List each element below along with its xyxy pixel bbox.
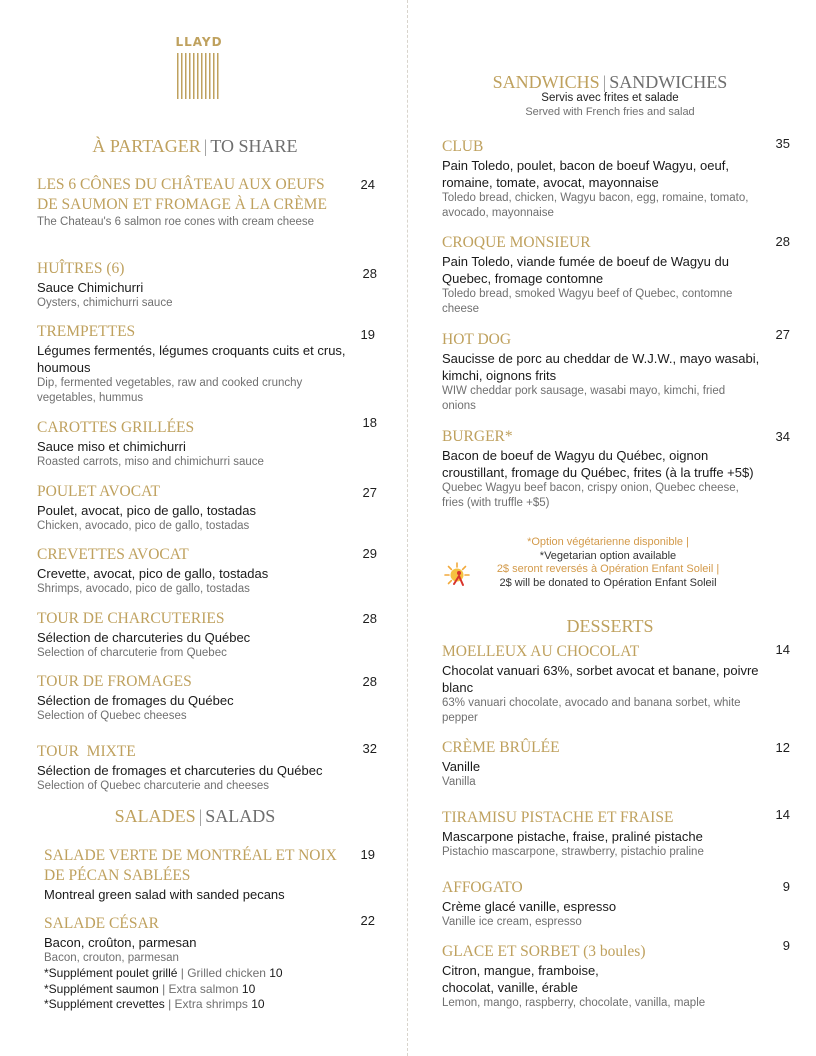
item-price: 29 <box>362 546 377 561</box>
addon-price: 10 <box>247 997 265 1011</box>
menu-item <box>44 846 344 903</box>
item-name: TOUR MIXTE <box>37 743 136 760</box>
item-translation: Toledo bread, smoked Wagyu beef of Quebec, contomne cheese <box>442 288 733 315</box>
item-name: CRÈME BRÛLÉE <box>442 739 560 756</box>
item-price: 34 <box>775 429 790 444</box>
item-description: Sélection de charcuteries du Québec <box>37 630 251 645</box>
item-price: 19 <box>360 847 375 862</box>
addon-en: Grilled chicken <box>187 966 266 980</box>
addon-fr: *Supplément poulet grillé <box>44 966 178 980</box>
addon-line <box>44 966 344 982</box>
menu-item <box>442 642 762 726</box>
item-translation: Selection of Quebec cheeses <box>37 710 187 722</box>
item-description: Crème glacé vanille, espresso <box>442 899 617 914</box>
section-title-sep: | <box>198 806 203 826</box>
menu-item <box>37 672 342 724</box>
vegetarian-note-fr: *Option végétarienne disponible | <box>527 536 689 548</box>
menu-item <box>37 742 357 794</box>
addon-sep: | <box>177 966 188 980</box>
item-name: LES 6 CÔNES DU CHÂTEAU AUX OEUFS DE SAUMON ET FROMAGE À LA CRÈME <box>37 176 327 213</box>
menu-item <box>37 545 342 597</box>
menu-item <box>37 609 342 661</box>
item-name: HOT DOG <box>442 331 512 348</box>
item-description: Poulet, avocat, pico de gallo, tostadas <box>37 503 256 518</box>
item-price: 28 <box>362 266 377 281</box>
item-price: 9 <box>782 879 790 894</box>
addon-sep: | <box>164 997 175 1011</box>
menu-item <box>44 914 344 1013</box>
item-translation: Vanilla <box>442 776 476 788</box>
section-title-sandwiches <box>440 72 780 92</box>
item-price: 19 <box>360 327 375 342</box>
item-name: SALADE VERTE DE MONTRÉAL ET NOIX DE PÉCAN SABLÉES <box>44 847 337 884</box>
menu-item <box>442 233 762 317</box>
menu-item <box>442 808 772 860</box>
section-title-salads <box>40 806 350 826</box>
item-translation: Selection of charcuterie from Quebec <box>37 647 227 659</box>
item-price: 12 <box>775 740 790 755</box>
item-price: 28 <box>362 611 377 626</box>
item-price: 28 <box>775 234 790 249</box>
item-price: 27 <box>362 485 377 500</box>
logo <box>172 36 226 99</box>
section-title-en: SALADS <box>205 806 276 826</box>
item-description: Sélection de fromages du Québec <box>37 693 234 708</box>
item-price: 27 <box>775 327 790 342</box>
addon-fr: *Supplément crevettes <box>44 997 165 1011</box>
item-description: Bacon de boeuf de Wagyu du Québec, oignon croustillant, fromage du Québec, frites (à la truffe +5$) <box>442 448 754 480</box>
item-translation: Selection of Quebec charcuterie and cheeses <box>37 780 270 792</box>
item-name: TOUR DE CHARCUTERIES <box>37 610 225 627</box>
item-description: Sauce Chimichurri <box>37 280 144 295</box>
item-name: POULET AVOCAT <box>37 483 161 500</box>
item-name: BURGER* <box>442 428 513 445</box>
menu-item <box>37 418 342 470</box>
item-name: CLUB <box>442 138 484 155</box>
item-description: Pain Toledo, viande fumée de boeuf de Wagyu du Quebec, fromage contomne <box>442 254 729 286</box>
item-translation: Bacon, crouton, parmesan <box>44 952 179 964</box>
menu-item <box>37 175 342 230</box>
item-name: SALADE CÉSAR <box>44 915 159 932</box>
section-title-en: TO SHARE <box>210 136 298 156</box>
item-name: AFFOGATO <box>442 879 523 896</box>
item-name: CROQUE MONSIEUR <box>442 234 591 251</box>
addon-line <box>44 997 344 1013</box>
item-price: 22 <box>360 913 375 928</box>
item-translation: Pistachio mascarpone, strawberry, pistachio praline <box>442 846 704 858</box>
section-title-en: SANDWICHES <box>609 72 728 92</box>
item-price: 24 <box>360 177 375 192</box>
addon-en: Extra salmon <box>168 981 239 996</box>
item-description: Saucisse de porc au cheddar de W.J.W., mayo wasabi, kimchi, oignons frits <box>442 351 760 383</box>
item-translation: Shrimps, avocado, pico de gallo, tostadas <box>37 583 250 595</box>
section-title-share <box>40 136 350 156</box>
subtitle-fr: Servis avec frites et salade <box>541 92 679 104</box>
section-title-fr: SANDWICHS <box>492 72 600 92</box>
item-translation: Toledo bread, chicken, Wagyu bacon, egg, romaine, tomato, avocado, mayonnaise <box>442 192 749 219</box>
menu-item <box>442 738 762 790</box>
menu-item <box>442 878 762 930</box>
item-description: Chocolat vanuari 63%, sorbet avocat et banane, poivre blanc <box>442 663 759 695</box>
item-price: 9 <box>782 938 790 953</box>
item-name: TREMPETTES <box>37 323 136 340</box>
item-translation: Lemon, mango, raspberry, chocolate, vanilla, maple <box>442 997 706 1009</box>
menu-item <box>37 259 342 311</box>
item-name: TIRAMISU PISTACHE ET FRAISE <box>442 809 674 826</box>
logo-wordmark: LLAYD <box>175 35 223 49</box>
item-translation: WIW cheddar pork sausage, wasabi mayo, kimchi, fried onions <box>442 385 726 412</box>
section-title-fr: DESSERTS <box>566 616 654 636</box>
item-translation: Vanille ice cream, espresso <box>442 916 582 928</box>
item-price: 32 <box>362 741 377 756</box>
addon-fr: *Supplément saumon <box>44 981 159 996</box>
menu-item <box>442 137 762 221</box>
item-translation: 63% vanuari chocolate, avocado and banana sorbet, white pepper <box>442 697 741 724</box>
addon-price: 10 <box>265 966 283 980</box>
addon-sep: | <box>158 981 169 996</box>
item-name: CREVETTES AVOCAT <box>37 546 189 563</box>
item-translation: Chicken, avocado, pico de gallo, tostadas <box>37 520 250 532</box>
dietary-notes <box>440 536 776 590</box>
section-title-fr: À PARTAGER <box>92 136 201 156</box>
item-description: Pain Toledo, poulet, bacon de boeuf Wagyu, oeuf, romaine, tomate, avocat, mayonnaise <box>442 158 729 190</box>
column-divider <box>407 0 408 1056</box>
donation-note-en: 2$ will be donated to Opération Enfant Soleil <box>499 576 717 589</box>
item-price: 14 <box>775 807 790 822</box>
item-description: Mascarpone pistache, fraise, praliné pistache <box>442 829 703 844</box>
item-description: Légumes fermentés, légumes croquants cuits et crus, houmous <box>37 343 346 375</box>
item-translation: Oysters, chimichurri sauce <box>37 297 173 309</box>
item-translation: Quebec Wagyu beef bacon, crispy onion, Quebec cheese, fries (with truffle +$5) <box>442 482 739 509</box>
menu-item <box>442 942 762 1011</box>
menu-item <box>37 482 342 534</box>
item-description: Vanille <box>442 759 481 774</box>
section-title-sep: | <box>203 136 208 156</box>
addon-price: 10 <box>238 981 256 996</box>
menu-item <box>37 322 347 406</box>
item-translation: Montreal green salad with sanded pecans <box>44 887 285 902</box>
donation-note-fr: 2$ seront reversés à Opération Enfant Soleil | <box>496 563 720 575</box>
item-name: TOUR DE FROMAGES <box>37 673 192 690</box>
item-name: MOELLEUX AU CHOCOLAT <box>442 643 640 660</box>
item-name: HUÎTRES (6) <box>37 260 125 277</box>
item-description: Crevette, avocat, pico de gallo, tostadas <box>37 566 269 581</box>
menu-item <box>442 427 762 511</box>
section-title-sep: | <box>602 72 607 92</box>
item-description: Sélection de fromages et charcuteries du Québec <box>37 763 323 778</box>
subtitle-en: Served with French fries and salad <box>525 106 695 118</box>
menu-item <box>442 330 762 414</box>
item-description: Bacon, croûton, parmesan <box>44 935 197 950</box>
item-price: 28 <box>362 674 377 689</box>
item-price: 18 <box>362 415 377 430</box>
logo-bars-graphic <box>177 53 221 99</box>
item-name: GLACE ET SORBET (3 boules) <box>442 943 646 960</box>
addon-en: Extra shrimps <box>174 997 248 1011</box>
section-subtitle <box>440 91 780 119</box>
item-description: Citron, mangue, framboise, chocolat, vanille, érable <box>442 963 599 995</box>
section-title-desserts <box>440 616 780 636</box>
item-description: Sauce miso et chimichurri <box>37 439 186 454</box>
item-price: 35 <box>775 136 790 151</box>
vegetarian-note-en: *Vegetarian option available <box>539 549 677 562</box>
item-price: 14 <box>775 642 790 657</box>
item-translation: Dip, fermented vegetables, raw and cooked crunchy vegetables, hummus <box>37 377 303 404</box>
item-name: CAROTTES GRILLÉES <box>37 419 195 436</box>
section-title-fr: SALADES <box>114 806 196 826</box>
addon-line <box>44 982 344 998</box>
item-translation: Roasted carrots, miso and chimichurri sauce <box>37 456 264 468</box>
item-translation: The Chateau's 6 salmon roe cones with cream cheese <box>37 216 315 228</box>
